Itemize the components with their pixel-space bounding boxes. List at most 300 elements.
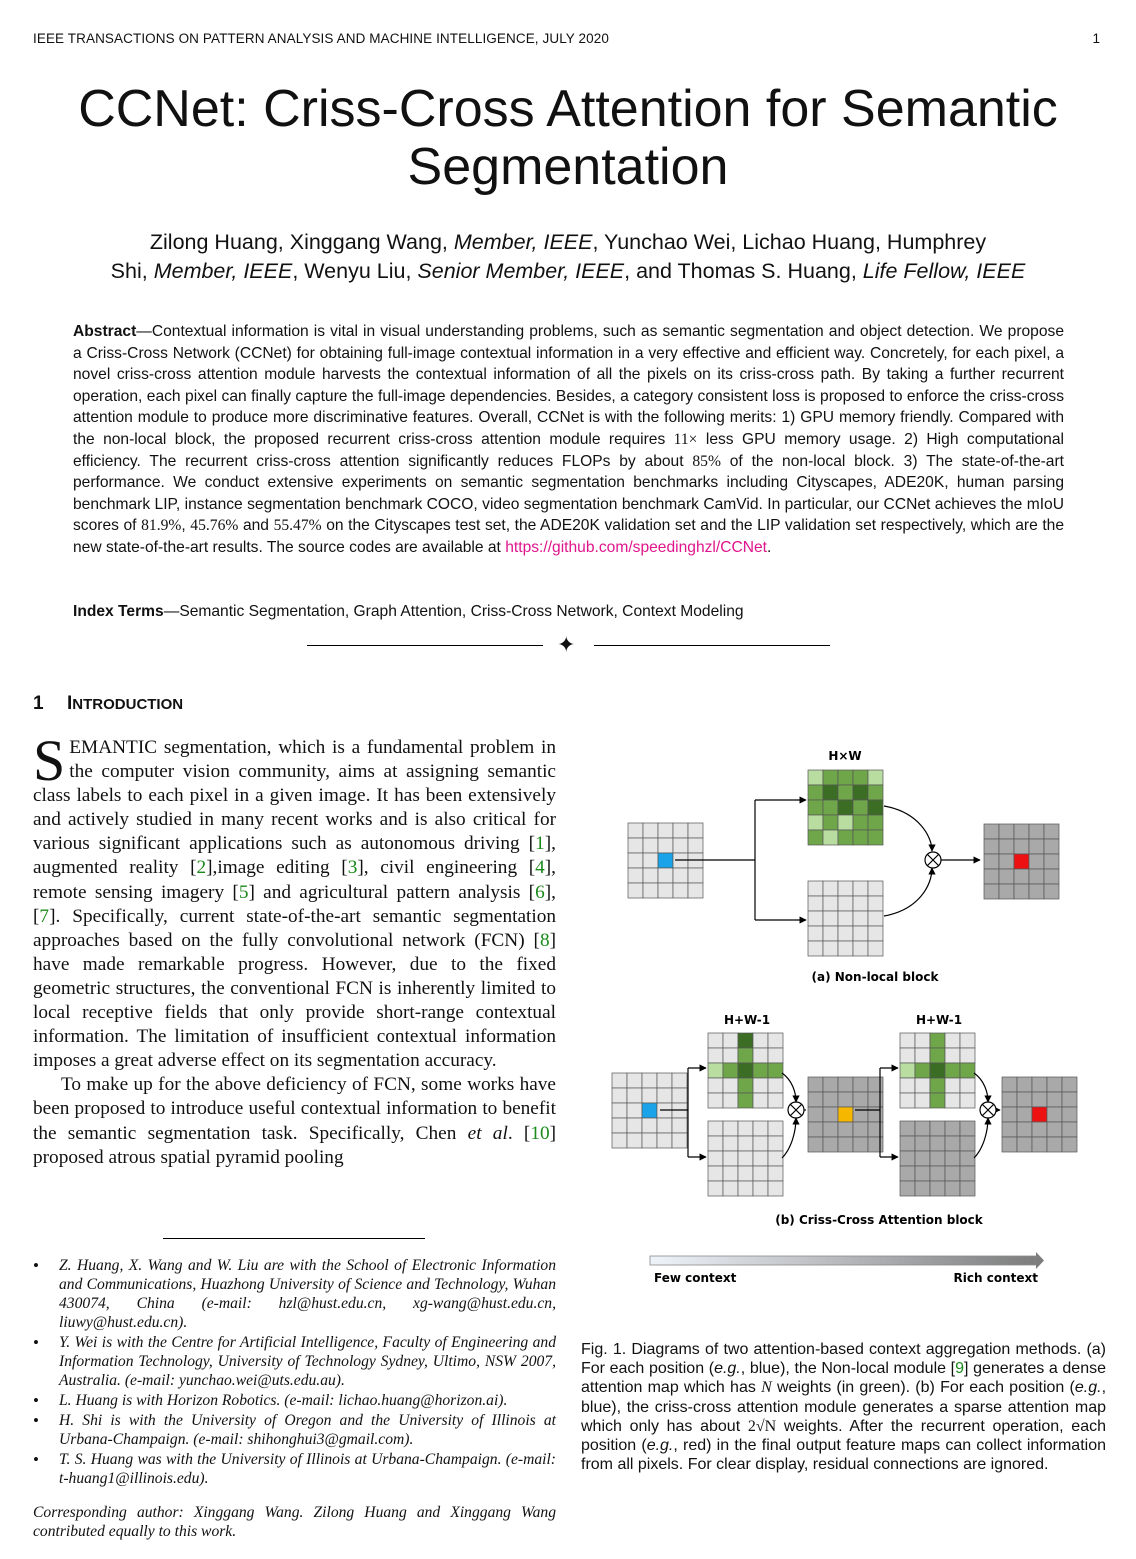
grid-cell bbox=[930, 1078, 945, 1093]
cc-output-feature-map bbox=[1002, 1077, 1077, 1152]
grid-cell bbox=[900, 1121, 915, 1136]
grid-cell bbox=[658, 853, 673, 868]
grid-cell bbox=[900, 1048, 915, 1063]
grid-cell bbox=[868, 881, 883, 896]
grid-cell bbox=[1017, 1122, 1032, 1137]
abstract-text: , bbox=[181, 517, 191, 535]
grid-cell bbox=[1044, 869, 1059, 884]
grid-cell bbox=[768, 1033, 783, 1048]
grid-cell bbox=[930, 1093, 945, 1108]
grid-cell bbox=[808, 1122, 823, 1137]
grid-cell bbox=[900, 1166, 915, 1181]
text: , blue), the criss-cross attention module generates a sparse attention map which only has about bbox=[581, 1379, 1107, 1435]
text: . [ bbox=[507, 1122, 531, 1144]
grid-cell bbox=[823, 911, 838, 926]
grid-cell bbox=[838, 800, 853, 815]
footnote-item: • Y. Wei is with the Centre for Artificial Intelligence, Faculty of Engineering and Information Technology, University of Technology Sydney, Ultimo, NSW 2007, Australia. (e-mail: yunchao.wei@uts.edu.au). bbox=[33, 1333, 556, 1390]
grid-cell bbox=[723, 1063, 738, 1078]
grid-cell bbox=[930, 1033, 945, 1048]
cc-value-feature-map-1 bbox=[708, 1121, 783, 1196]
grid-cell bbox=[808, 941, 823, 956]
grid-cell bbox=[823, 800, 838, 815]
body-text bbox=[33, 728, 557, 1170]
grid-cell bbox=[708, 1033, 723, 1048]
grid-cell bbox=[808, 785, 823, 800]
grid-cell bbox=[915, 1121, 930, 1136]
grid-cell bbox=[658, 823, 673, 838]
grid-cell bbox=[915, 1033, 930, 1048]
grid-cell bbox=[657, 1133, 672, 1148]
grid-cell bbox=[672, 1118, 687, 1133]
citation-link[interactable]: 8 bbox=[539, 929, 550, 951]
grid-cell bbox=[688, 868, 703, 883]
abstract bbox=[73, 321, 1064, 559]
grid-cell bbox=[1002, 1107, 1017, 1122]
grid-cell bbox=[723, 1033, 738, 1048]
grid-cell bbox=[723, 1093, 738, 1108]
footnote-item: • H. Shi is with the University of Oregon and the University of Illinois at Urbana-Champaign. (e-mail: shihonghui3@gmail.com). bbox=[33, 1411, 556, 1449]
author-role: Senior Member, IEEE bbox=[417, 259, 625, 283]
text: , red) in the final output feature maps can collect information from all pixels. For clear display, residual connections are ignored. bbox=[581, 1437, 1107, 1474]
grid-cell bbox=[808, 800, 823, 815]
grid-cell bbox=[808, 911, 823, 926]
text: weights (in green). (b) For each position ( bbox=[771, 1379, 1075, 1397]
arrow bbox=[782, 1118, 796, 1158]
grid-cell bbox=[999, 854, 1014, 869]
grid-cell bbox=[708, 1063, 723, 1078]
grid-cell bbox=[853, 800, 868, 815]
grid-cell bbox=[853, 896, 868, 911]
citation-link[interactable]: 9 bbox=[955, 1360, 965, 1378]
grid-cell bbox=[868, 911, 883, 926]
text: ], [ bbox=[33, 881, 556, 927]
grid-cell bbox=[984, 854, 999, 869]
divider-rule-left bbox=[307, 645, 543, 646]
running-head: IEEE TRANSACTIONS ON PATTERN ANALYSIS AND MACHINE INTELLIGENCE, JULY 2020 bbox=[33, 31, 609, 46]
context-gradient-bar bbox=[650, 1256, 1036, 1265]
grid-cell bbox=[915, 1078, 930, 1093]
grid-cell bbox=[642, 1118, 657, 1133]
grid-cell bbox=[838, 830, 853, 845]
grid-cell bbox=[838, 896, 853, 911]
grid-cell bbox=[1017, 1092, 1032, 1107]
grid-cell bbox=[853, 830, 868, 845]
grid-cell bbox=[643, 823, 658, 838]
grid-cell bbox=[738, 1093, 753, 1108]
grid-cell bbox=[984, 869, 999, 884]
section-heading bbox=[33, 693, 183, 715]
index-terms-text: —Semantic Segmentation, Graph Attention, Criss-Cross Network, Context Modeling bbox=[163, 603, 744, 620]
grid-cell bbox=[984, 884, 999, 899]
citation-link[interactable]: 7 bbox=[39, 905, 50, 927]
paper-title bbox=[0, 80, 1136, 196]
grid-cell bbox=[900, 1093, 915, 1108]
index-terms bbox=[73, 603, 744, 621]
grid-cell bbox=[823, 926, 838, 941]
text: Fig. 1. Diagrams of two attention-based context aggregation methods. (a) For each position ( bbox=[581, 1341, 1106, 1378]
grid-cell bbox=[900, 1078, 915, 1093]
author-text: , Wenyu Liu, bbox=[292, 259, 418, 283]
index-terms-label: Index Terms bbox=[73, 603, 164, 620]
text: e.g. bbox=[714, 1360, 741, 1378]
grid-cell bbox=[657, 1073, 672, 1088]
grid-cell bbox=[768, 1121, 783, 1136]
grid-cell bbox=[930, 1121, 945, 1136]
math-inline: 11× bbox=[673, 430, 698, 448]
grid-cell bbox=[808, 770, 823, 785]
grid-cell bbox=[868, 896, 883, 911]
affiliation-list bbox=[33, 1256, 556, 1488]
grid-cell bbox=[1029, 839, 1044, 854]
grid-cell bbox=[915, 1093, 930, 1108]
grid-cell bbox=[1032, 1137, 1047, 1152]
grid-cell bbox=[738, 1078, 753, 1093]
grid-cell bbox=[738, 1136, 753, 1151]
grid-cell bbox=[627, 1088, 642, 1103]
grid-cell bbox=[868, 785, 883, 800]
grid-cell bbox=[838, 815, 853, 830]
grid-cell bbox=[945, 1181, 960, 1196]
dropcap: S bbox=[33, 728, 66, 793]
grid-cell bbox=[708, 1181, 723, 1196]
text: , blue), the Non-local module [ bbox=[740, 1360, 956, 1378]
grid-cell bbox=[628, 883, 643, 898]
text: e.g. bbox=[1074, 1379, 1102, 1397]
citation-link[interactable]: 2 bbox=[196, 857, 207, 879]
grid-cell bbox=[1002, 1137, 1017, 1152]
grid-cell bbox=[738, 1048, 753, 1063]
text: To make up for the above deficiency of FCN, some works have been proposed to introduce useful contextual information to benefit the semantic segmentation task. Specifically, Chen bbox=[33, 1074, 556, 1144]
grid-cell bbox=[808, 881, 823, 896]
grid-cell bbox=[1047, 1137, 1062, 1152]
grid-cell bbox=[1062, 1107, 1077, 1122]
grid-cell bbox=[723, 1181, 738, 1196]
multiply-icon bbox=[788, 1102, 804, 1118]
grid-cell bbox=[1014, 839, 1029, 854]
grid-cell bbox=[1062, 1122, 1077, 1137]
grid-cell bbox=[808, 1077, 823, 1092]
grid-cell bbox=[658, 838, 673, 853]
grid-cell bbox=[945, 1078, 960, 1093]
grid-cell bbox=[688, 883, 703, 898]
grid-cell bbox=[672, 1088, 687, 1103]
code-link[interactable]: https://github.com/speedinghzl/CCNet bbox=[505, 538, 768, 556]
grid-cell bbox=[823, 1107, 838, 1122]
grid-cell bbox=[823, 785, 838, 800]
grid-cell bbox=[1032, 1092, 1047, 1107]
grid-cell bbox=[838, 785, 853, 800]
grid-cell bbox=[868, 770, 883, 785]
grid-cell bbox=[723, 1078, 738, 1093]
grid-cell bbox=[753, 1151, 768, 1166]
abstract-text: less GPU memory usage. 2) High computational efficiency. The recurrent criss-cross attention significantly reduces FLOPs by about bbox=[73, 430, 1064, 470]
smallcaps-word: EMANTIC bbox=[69, 737, 158, 758]
grid-cell bbox=[823, 1122, 838, 1137]
grid-cell bbox=[900, 1181, 915, 1196]
citation-link[interactable]: 6 bbox=[535, 881, 545, 903]
grid-cell bbox=[723, 1048, 738, 1063]
grid-cell bbox=[708, 1078, 723, 1093]
grid-cell bbox=[643, 853, 658, 868]
grid-cell bbox=[1032, 1077, 1047, 1092]
grid-cell bbox=[673, 838, 688, 853]
grid-cell bbox=[999, 824, 1014, 839]
grid-cell bbox=[945, 1151, 960, 1166]
paragraph-2 bbox=[33, 1073, 556, 1169]
grid-cell bbox=[1044, 824, 1059, 839]
grid-cell bbox=[853, 1137, 868, 1152]
grid-cell bbox=[999, 839, 1014, 854]
grid-cell bbox=[628, 868, 643, 883]
grid-cell bbox=[643, 868, 658, 883]
grid-cell bbox=[868, 830, 883, 845]
grid-cell bbox=[673, 823, 688, 838]
page-number: 1 bbox=[1092, 31, 1100, 46]
grid-cell bbox=[1017, 1137, 1032, 1152]
grid-cell bbox=[642, 1088, 657, 1103]
grid-cell bbox=[838, 1122, 853, 1137]
grid-cell bbox=[688, 823, 703, 838]
text: ], civil engineering [ bbox=[357, 857, 536, 879]
output-feature-map bbox=[984, 824, 1059, 899]
footnote-rule bbox=[163, 1238, 425, 1239]
grid-cell bbox=[1017, 1077, 1032, 1092]
abstract-text: . bbox=[767, 538, 772, 556]
grid-cell bbox=[808, 896, 823, 911]
author-text: , Yunchao Wei, Lichao Huang, Humphrey bbox=[592, 230, 987, 254]
few-context-label: Few context bbox=[654, 1271, 737, 1285]
grid-cell bbox=[838, 911, 853, 926]
arrow bbox=[782, 1073, 796, 1102]
grid-cell bbox=[768, 1166, 783, 1181]
grid-cell bbox=[1014, 824, 1029, 839]
grid-cell bbox=[708, 1166, 723, 1181]
grid-cell bbox=[768, 1136, 783, 1151]
grid-cell bbox=[823, 896, 838, 911]
grid-cell bbox=[642, 1073, 657, 1088]
grid-cell bbox=[753, 1181, 768, 1196]
grid-cell bbox=[960, 1048, 975, 1063]
grid-cell bbox=[1014, 884, 1029, 899]
grid-cell bbox=[853, 1122, 868, 1137]
criss-cross-attention-map-2 bbox=[900, 1033, 975, 1108]
grid-cell bbox=[960, 1093, 975, 1108]
grid-cell bbox=[738, 1063, 753, 1078]
grid-cell bbox=[738, 1166, 753, 1181]
footnote-item: • Z. Huang, X. Wang and W. Liu are with the School of Electronic Information and Communications, Huazhong University of Science and Technology, Wuhan 430074, China (e-mail: hzl@hust.edu.cn, xg-wang@hust.edu.cn, liuwy@hust.edu.cn). bbox=[33, 1256, 556, 1332]
math-inline: N bbox=[761, 1379, 772, 1397]
grid-cell bbox=[868, 926, 883, 941]
grid-cell bbox=[960, 1121, 975, 1136]
grid-cell bbox=[672, 1133, 687, 1148]
grid-cell bbox=[1062, 1077, 1077, 1092]
grid-cell bbox=[823, 830, 838, 845]
grid-cell bbox=[868, 815, 883, 830]
grid-cell bbox=[643, 838, 658, 853]
grid-cell bbox=[900, 1033, 915, 1048]
grid-cell bbox=[808, 1137, 823, 1152]
grid-cell bbox=[753, 1136, 768, 1151]
criss-cross-attention-map-1 bbox=[708, 1033, 783, 1108]
grid-cell bbox=[642, 1133, 657, 1148]
grid-cell bbox=[915, 1181, 930, 1196]
text: weights. After the recurrent operation, each position ( bbox=[581, 1417, 1106, 1455]
grid-cell bbox=[808, 926, 823, 941]
text: segmentation, which is a fundamental problem in the computer vision community, aims at assigning semantic class labels to each pixel in a given image. It has been extensively and actively studied in many recent works and is also critical for various significant applications such as autonomous driving [ bbox=[33, 737, 556, 855]
text: ] and agricultural pattern analysis [ bbox=[248, 881, 536, 903]
rich-context-label: Rich context bbox=[953, 1271, 1038, 1285]
grid-cell bbox=[768, 1093, 783, 1108]
grid-cell bbox=[1029, 884, 1044, 899]
divider-star-icon: ✦ bbox=[557, 632, 576, 657]
grid-cell bbox=[1047, 1092, 1062, 1107]
math-inline: 85% bbox=[692, 452, 721, 470]
grid-cell bbox=[838, 1077, 853, 1092]
grid-cell bbox=[768, 1063, 783, 1078]
grid-cell bbox=[1044, 839, 1059, 854]
grid-cell bbox=[915, 1136, 930, 1151]
grid-cell bbox=[1002, 1077, 1017, 1092]
grid-cell bbox=[853, 1107, 868, 1122]
grid-cell bbox=[612, 1103, 627, 1118]
author-text: , and Thomas S. Huang, bbox=[624, 259, 863, 283]
grid-cell bbox=[999, 884, 1014, 899]
grid-cell bbox=[838, 926, 853, 941]
grid-cell bbox=[838, 1137, 853, 1152]
grid-cell bbox=[1002, 1092, 1017, 1107]
math-inline: 2√N bbox=[747, 1417, 777, 1435]
grid-cell bbox=[612, 1073, 627, 1088]
figure-caption bbox=[581, 1340, 1106, 1474]
grid-cell bbox=[627, 1118, 642, 1133]
grid-cell bbox=[708, 1151, 723, 1166]
grid-cell bbox=[823, 1092, 838, 1107]
grid-cell bbox=[1029, 854, 1044, 869]
grid-cell bbox=[960, 1078, 975, 1093]
grid-cell bbox=[738, 1151, 753, 1166]
grid-cell bbox=[823, 770, 838, 785]
grid-cell bbox=[627, 1133, 642, 1148]
grid-cell bbox=[930, 1048, 945, 1063]
grid-cell bbox=[673, 883, 688, 898]
grid-cell bbox=[915, 1151, 930, 1166]
citation-link[interactable]: 4 bbox=[535, 857, 545, 879]
citation-link[interactable]: 3 bbox=[347, 857, 358, 879]
arrow bbox=[884, 868, 932, 916]
abstract-text: of the non-local block. 3) The state-of-the-art performance. We conduct extensive experiments on semantic segmentation benchmarks including Cityscapes, ADE20K, human parsing benchmark LIP, instance segmentation benchmark COCO, video segmentation benchmark CamVid. In particular, our CCNet achieves the mIoU scores of bbox=[73, 452, 1065, 535]
grid-cell bbox=[823, 1077, 838, 1092]
grid-cell bbox=[945, 1136, 960, 1151]
grid-cell bbox=[627, 1103, 642, 1118]
text: ], remote sensing imagery [ bbox=[33, 857, 557, 903]
grid-cell bbox=[984, 824, 999, 839]
abstract-label: Abstract bbox=[73, 323, 137, 340]
grid-cell bbox=[612, 1118, 627, 1133]
grid-cell bbox=[1002, 1122, 1017, 1137]
subfigure-a-label: (a) Non-local block bbox=[811, 970, 939, 984]
grid-cell bbox=[823, 1137, 838, 1152]
grid-cell bbox=[915, 1063, 930, 1078]
grid-cell bbox=[1047, 1107, 1062, 1122]
grid-cell bbox=[853, 881, 868, 896]
grid-cell bbox=[738, 1033, 753, 1048]
author-text: Shi, bbox=[110, 259, 154, 283]
hw-label: H×W bbox=[828, 749, 862, 763]
grid-cell bbox=[1032, 1107, 1047, 1122]
grid-cell bbox=[868, 1107, 883, 1122]
author-list bbox=[60, 228, 1076, 286]
grid-cell bbox=[960, 1166, 975, 1181]
text: ] proposed atrous spatial pyramid pooling bbox=[33, 1122, 557, 1168]
author-role: Member, IEEE bbox=[153, 259, 293, 283]
grid-cell bbox=[853, 815, 868, 830]
grid-cell bbox=[723, 1166, 738, 1181]
grid-cell bbox=[868, 1122, 883, 1137]
grid-cell bbox=[612, 1133, 627, 1148]
grid-cell bbox=[1062, 1092, 1077, 1107]
grid-cell bbox=[708, 1136, 723, 1151]
grid-cell bbox=[1044, 884, 1059, 899]
author-text: Zilong Huang, Xinggang Wang, bbox=[149, 230, 454, 254]
text: ]. Specifically, current state-of-the-art semantic segmentation approaches based on the fully convolutional network (FCN) [ bbox=[33, 905, 556, 951]
dense-attention-map bbox=[808, 770, 883, 845]
grid-cell bbox=[658, 868, 673, 883]
grid-cell bbox=[658, 883, 673, 898]
grid-cell bbox=[945, 1063, 960, 1078]
grid-cell bbox=[945, 1166, 960, 1181]
etal: et al bbox=[467, 1122, 508, 1144]
multiply-icon bbox=[980, 1102, 996, 1118]
grid-cell bbox=[628, 853, 643, 868]
author-role: Member, IEEE bbox=[453, 230, 593, 254]
grid-cell bbox=[868, 1077, 883, 1092]
subfigure-b-label: (b) Criss-Cross Attention block bbox=[775, 1213, 983, 1227]
grid-cell bbox=[945, 1093, 960, 1108]
grid-cell bbox=[900, 1136, 915, 1151]
grid-cell bbox=[1014, 869, 1029, 884]
value-feature-map bbox=[808, 881, 883, 956]
citation-link[interactable]: 5 bbox=[238, 881, 249, 903]
grid-cell bbox=[808, 1107, 823, 1122]
corresponding-author: Corresponding author: Xinggang Wang. Zilong Huang and Xinggang Wang contributed equally to this work. bbox=[33, 1504, 556, 1540]
cc-value-feature-map-2 bbox=[900, 1121, 975, 1196]
grid-cell bbox=[768, 1181, 783, 1196]
footnote-item: • L. Huang is with Horizon Robotics. (e-mail: lichao.huang@horizon.ai). bbox=[33, 1391, 556, 1410]
multiply-icon bbox=[925, 852, 941, 868]
grid-cell bbox=[708, 1093, 723, 1108]
grid-cell bbox=[823, 815, 838, 830]
citation-link[interactable]: 1 bbox=[535, 833, 545, 855]
grid-cell bbox=[823, 881, 838, 896]
grid-cell bbox=[823, 941, 838, 956]
grid-cell bbox=[1029, 824, 1044, 839]
grid-cell bbox=[868, 941, 883, 956]
grid-cell bbox=[1047, 1122, 1062, 1137]
grid-cell bbox=[808, 815, 823, 830]
grid-cell bbox=[915, 1048, 930, 1063]
grid-cell bbox=[753, 1166, 768, 1181]
divider-rule-right bbox=[594, 645, 830, 646]
grid-cell bbox=[627, 1073, 642, 1088]
grid-cell bbox=[723, 1151, 738, 1166]
grid-cell bbox=[930, 1151, 945, 1166]
grid-cell bbox=[868, 1092, 883, 1107]
grid-cell bbox=[945, 1048, 960, 1063]
footnotes bbox=[33, 1256, 556, 1541]
grid-cell bbox=[853, 1092, 868, 1107]
grid-cell bbox=[960, 1033, 975, 1048]
citation-link[interactable]: 10 bbox=[530, 1122, 550, 1144]
